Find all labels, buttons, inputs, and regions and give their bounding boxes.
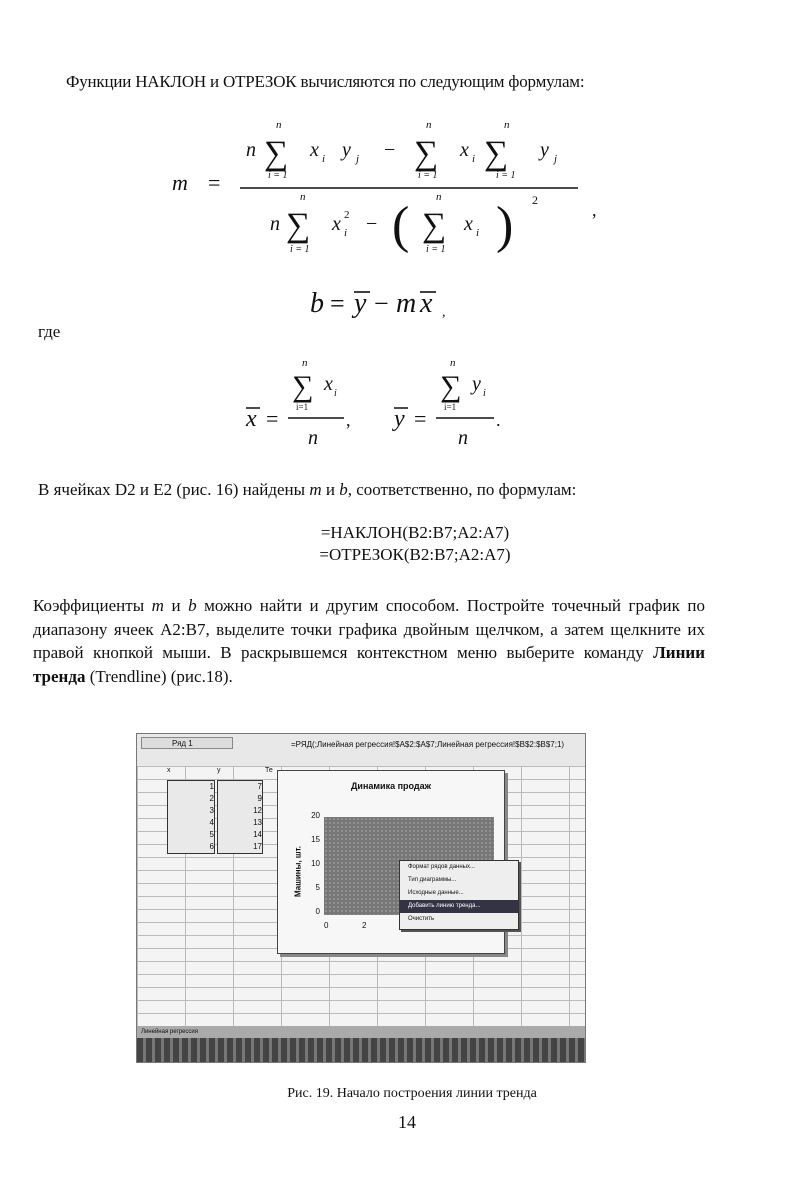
formula-bar-area — [137, 734, 585, 767]
chart-title: Динамика продаж — [351, 781, 431, 791]
y-tick: 0 — [315, 907, 320, 916]
menu-item-add-trendline[interactable]: Добавить линию тренда... — [400, 900, 518, 913]
svg-text:n: n — [308, 427, 318, 449]
instruction-paragraph: Коэффициенты m и b можно найти и другим способом. Постройте точечный график по диапазону ячеек A2:B7, выделите точки графика двойным щелчком, а затем щелкните их правой кнопкой мыши. В раскрывшемся контекстном меню выберите команду Линии тренда (Trendline) (рис.18). — [33, 596, 705, 686]
svg-text:n: n — [436, 191, 442, 203]
column-b-values[interactable]: 7 9 12 13 14 17 — [217, 780, 263, 854]
svg-text:n: n — [504, 119, 510, 131]
context-menu[interactable] — [399, 860, 519, 930]
svg-text:i: i — [334, 388, 337, 399]
svg-text:=: = — [330, 289, 345, 318]
header-y: y — [217, 767, 221, 774]
svg-text:2: 2 — [532, 193, 538, 207]
cells-sentence: В ячейках D2 и E2 (рис. 16) найдены m и b, соответственно, по формулам: — [38, 480, 577, 499]
svg-text:y: y — [342, 139, 351, 161]
mean-formulas — [236, 354, 526, 454]
svg-text:n: n — [270, 213, 280, 235]
svg-text:n: n — [276, 119, 282, 131]
svg-text:∑: ∑ — [264, 135, 289, 172]
intro-text: Функции НАКЛОН и ОТРЕЗОК вычисляются по следующим формулам: — [66, 72, 585, 91]
svg-text:x: x — [420, 288, 433, 319]
svg-text:m: m — [396, 288, 417, 319]
svg-text:i = 1: i = 1 — [496, 170, 516, 181]
figure-caption: Рис. 19. Начало построения линии тренда — [287, 1086, 537, 1101]
sheet-tabs[interactable]: Линейная регрессия — [137, 1026, 585, 1038]
svg-text:∑: ∑ — [484, 135, 509, 172]
svg-text:n: n — [300, 191, 306, 203]
intercept-function: =ОТРЕЗОК(B2:B7;A2:A7) — [319, 545, 511, 564]
intercept-formula — [300, 282, 460, 322]
svg-text:∑: ∑ — [422, 207, 447, 244]
y-tick: 20 — [311, 811, 320, 820]
x-tick: 0 — [324, 921, 329, 930]
taskbar[interactable] — [137, 1038, 585, 1062]
x-tick: 2 — [362, 921, 367, 930]
svg-text:−: − — [366, 213, 378, 235]
slope-function: =НАКЛОН(B2:B7;A2:A7) — [320, 523, 510, 542]
menu-item-chart-type[interactable]: Тип диаграммы... — [408, 877, 457, 883]
svg-text:x: x — [464, 213, 473, 235]
svg-text:.: . — [496, 410, 501, 430]
header-x: x — [167, 767, 171, 774]
svg-text:b: b — [310, 288, 324, 319]
svg-text:j: j — [554, 153, 558, 165]
svg-text:2: 2 — [344, 209, 350, 221]
svg-text:x: x — [460, 139, 469, 161]
page-number: 14 — [398, 1112, 416, 1132]
svg-text:j: j — [356, 153, 360, 165]
svg-text:−: − — [374, 289, 389, 318]
svg-text:i = 1: i = 1 — [290, 244, 310, 255]
column-a-values[interactable]: 1 2 3 4 5 6 — [167, 780, 215, 854]
svg-text:i: i — [344, 227, 348, 239]
svg-text:i: i — [322, 153, 326, 165]
svg-text:∑: ∑ — [292, 370, 314, 403]
svg-text:y: y — [394, 406, 405, 432]
svg-text:y: y — [354, 288, 367, 319]
svg-text:x: x — [246, 406, 257, 432]
formula-m-lhs: m — [172, 170, 188, 195]
svg-text:i=1: i=1 — [444, 402, 457, 412]
excel-formulas — [0, 522, 794, 566]
svg-text:,: , — [442, 305, 446, 320]
svg-text:n: n — [458, 427, 468, 449]
where-label: где — [38, 322, 61, 341]
svg-text:n: n — [302, 357, 308, 369]
formula-m-eq: = — [208, 170, 221, 195]
formula-bar[interactable]: =РЯД(;Линейная регрессия!$A$2:$A$7;Линейная регрессия!$B$2:$B$7;1) — [291, 740, 565, 749]
menu-item-clear[interactable]: Очистить — [408, 916, 435, 922]
y-tick: 10 — [311, 859, 320, 868]
svg-text:i=1: i=1 — [296, 402, 309, 412]
svg-text:i = 1: i = 1 — [418, 170, 438, 181]
svg-text:y: y — [540, 139, 549, 161]
excel-screenshot — [136, 733, 586, 1063]
name-box[interactable]: Ряд 1 — [141, 737, 233, 749]
menu-item-source-data[interactable]: Исходные данные... — [408, 890, 464, 896]
svg-text:n: n — [426, 119, 432, 131]
trendline-command: Линии тренда — [33, 643, 705, 686]
svg-text:i: i — [472, 153, 476, 165]
svg-text:x: x — [310, 139, 319, 161]
slope-formula — [160, 112, 620, 272]
y-axis-label: Машины, шт. — [293, 846, 303, 898]
svg-text:(: ( — [392, 197, 410, 254]
svg-text:): ) — [496, 197, 514, 254]
svg-text:x: x — [332, 213, 341, 235]
svg-text:y: y — [472, 373, 481, 395]
svg-text:=: = — [414, 406, 427, 431]
svg-text:i = 1: i = 1 — [426, 244, 446, 255]
header-trend: Те — [265, 767, 273, 774]
svg-text:x: x — [324, 373, 333, 395]
svg-text:i: i — [476, 227, 480, 239]
svg-text:,: , — [346, 410, 351, 430]
menu-item-format-series[interactable]: Формат рядов данных... — [408, 864, 475, 870]
y-tick: 15 — [311, 835, 320, 844]
svg-text:=: = — [266, 406, 279, 431]
svg-text:∑: ∑ — [286, 207, 311, 244]
svg-text:i: i — [483, 388, 486, 399]
svg-text:i = 1: i = 1 — [268, 170, 288, 181]
svg-text:n: n — [246, 139, 256, 161]
svg-text:∑: ∑ — [414, 135, 439, 172]
svg-text:∑: ∑ — [440, 370, 462, 403]
svg-text:n: n — [450, 357, 456, 369]
y-tick: 5 — [315, 883, 320, 892]
svg-text:−: − — [384, 139, 396, 161]
svg-text:,: , — [592, 200, 597, 220]
